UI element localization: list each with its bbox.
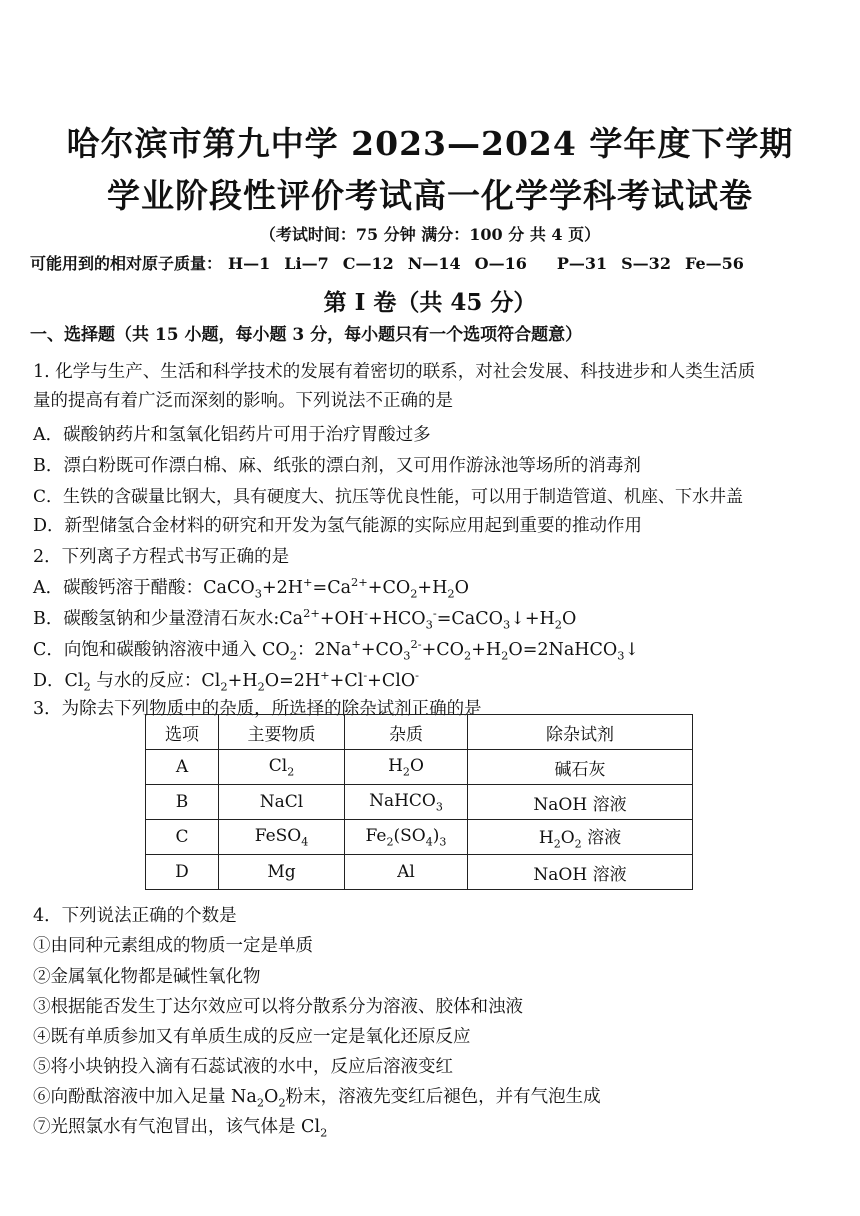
q1-option-d: D．新型储氢合金材料的研究和开发为氢气能源的实际应用起到重要的推动作用 [33, 516, 643, 536]
q1-option-c: C．生铁的含碳量比钢大，具有硬度大、抗压等优良性能，可以用于制造管道、机座、下水井盖 [33, 487, 744, 507]
atomic-mass-item: N—14 [407, 254, 461, 273]
eq-part: +H [471, 640, 502, 660]
atomic-mass-label: 可能用到的相对原子质量： [30, 254, 223, 273]
table-cell: C [146, 820, 219, 855]
superscript: - [363, 668, 368, 683]
subscript: 2 [386, 835, 394, 849]
exam-title-line2: 学业阶段性评价考试高一化学学科考试试卷 [107, 176, 753, 215]
item-text: ⑥向酚酞溶液中加入足量 Na [33, 1087, 257, 1107]
table-row [146, 820, 693, 855]
formula: Fe [365, 825, 387, 846]
atomic-mass-item: Fe—56 [684, 254, 744, 273]
subscript: 2 [83, 679, 91, 694]
formula: O [560, 828, 575, 849]
atomic-mass-item: P—31 [556, 254, 608, 273]
subscript: 2 [447, 586, 455, 601]
subscript: 4 [301, 835, 309, 849]
table-cell: 碱石灰 [468, 750, 693, 785]
q4-item-4: ④既有单质参加又有单质生成的反应一定是氧化还原反应 [33, 1027, 471, 1047]
superscript: - [432, 606, 437, 621]
table-cell [219, 820, 345, 855]
subscript: 2 [257, 679, 265, 694]
subscript: 2 [320, 1125, 328, 1140]
q4-item-7 [33, 1113, 327, 1140]
q1-stem-line2: 量的提高有着广泛而深刻的影响。下列说法不正确的是 [33, 391, 453, 411]
subscript: 3 [435, 800, 443, 814]
q2c-text: C．向饱和碳酸钠溶液中通入 CO [33, 640, 290, 660]
q4-item-1: ①由同种元素组成的物质一定是单质 [33, 936, 313, 956]
superscript: 2+ [303, 606, 320, 621]
volume-title: 第 I 卷（共 45 分） [323, 289, 537, 316]
q4-item-2: ②金属氧化物都是碱性氧化物 [33, 967, 261, 987]
superscript: + [351, 637, 361, 652]
table-cell: Al [345, 855, 468, 890]
subscript: 2 [289, 648, 297, 663]
table-cell: NaOH 溶液 [468, 785, 693, 820]
table-header-row [146, 715, 693, 750]
subscript: 2 [402, 765, 410, 779]
q1-option-a: A．碳酸钠药片和氢氧化铝药片可用于治疗胃酸过多 [33, 425, 431, 445]
subscript: 3 [439, 835, 447, 849]
superscript: 2- [410, 637, 422, 652]
subscript: 2 [463, 648, 472, 663]
table-row [146, 750, 693, 785]
atomic-mass-item: O—16 [474, 254, 527, 273]
q2-option-b [33, 605, 576, 632]
subscript: 3 [403, 648, 411, 663]
formula: Cl [268, 755, 288, 776]
subscript: 2 [220, 679, 228, 694]
superscript: - [415, 668, 420, 683]
table-header-cell: 主要物质 [219, 715, 345, 750]
formula: O [409, 755, 424, 776]
superscript: + [320, 668, 330, 683]
subscript: 2 [287, 765, 295, 779]
q4-item-3: ③根据能否发生丁达尔效应可以将分散系分为溶液、胶体和浊液 [33, 997, 523, 1017]
item-text: O [264, 1087, 279, 1107]
eq-part: +CO [421, 640, 464, 660]
table-row [146, 785, 693, 820]
subscript: 2 [554, 617, 563, 632]
q2a-text: A．碳酸钙溶于醋酸：CaCO [33, 578, 255, 598]
atomic-mass-item: H—1 [228, 254, 271, 273]
atomic-mass-line [30, 251, 758, 274]
q1-option-b: B．漂白粉既可作漂白棉、麻、纸张的漂白剂，又可用作游泳池等场所的消毒剂 [33, 456, 641, 476]
eq-part: 与水的反应：Cl [90, 671, 221, 691]
table-cell [345, 785, 468, 820]
q2-option-c [33, 636, 639, 663]
table-cell: A [146, 750, 219, 785]
table-cell: D [146, 855, 219, 890]
table-header-cell: 选项 [146, 715, 219, 750]
atomic-mass-item: S—32 [621, 254, 671, 273]
subscript: 2 [553, 837, 561, 851]
eq-part: ↓ [624, 640, 640, 660]
eq-part: O=2H [264, 671, 321, 691]
q4-stem: 4．下列说法正确的个数是 [33, 906, 237, 926]
eq-part: +CO [367, 578, 411, 598]
q2d-text: D．Cl [33, 671, 84, 691]
item-text: 粉末，溶液先变红后褪色，并有气泡生成 [285, 1087, 601, 1107]
formula: 溶液 [581, 828, 622, 849]
exam-info: （考试时间：75 分钟 满分：100 分 共 4 页） [259, 225, 601, 244]
table-header-cell: 杂质 [345, 715, 468, 750]
eq-part: +Cl [329, 671, 364, 691]
q4-item-6 [33, 1083, 601, 1110]
section-title: 一、选择题（共 15 小题，每小题 3 分，每小题只有一个选项符合题意） [30, 325, 583, 345]
eq-part: =Ca [312, 578, 352, 598]
formula: (SO [393, 825, 426, 846]
table-cell [345, 750, 468, 785]
subscript: 3 [502, 617, 511, 632]
subscript: 2 [501, 648, 509, 663]
subscript: 2 [574, 837, 582, 851]
table-header-cell: 除杂试剂 [468, 715, 693, 750]
q2-option-d [33, 667, 419, 694]
eq-part: +2H [261, 578, 303, 598]
eq-part: ↓+H [510, 609, 555, 629]
item-text: ⑦光照氯水有气泡冒出，该气体是 Cl [33, 1117, 321, 1137]
eq-part: O [454, 578, 469, 598]
q4-item-5: ⑤将小块钠投入滴有石蕊试液的水中，反应后溶液变红 [33, 1057, 453, 1077]
table-row [146, 855, 693, 890]
eq-part: +H [227, 671, 258, 691]
subscript: 3 [617, 648, 625, 663]
eq-part: +OH [319, 609, 365, 629]
table-cell: NaCl [219, 785, 345, 820]
eq-part: +HCO [367, 609, 426, 629]
exam-title-line1: 哈尔滨市第九中学 2023—2024 学年度下学期 [66, 124, 794, 163]
superscript: + [303, 575, 313, 590]
table-cell: Mg [219, 855, 345, 890]
eq-part: +CO [360, 640, 404, 660]
subscript: 2 [410, 586, 418, 601]
table-cell [345, 820, 468, 855]
q3-stem: 3．为除去下列物质中的杂质，所选择的除杂试剂正确的是 [33, 699, 482, 719]
subscript: 3 [254, 586, 262, 601]
eq-part: +ClO [367, 671, 416, 691]
reagent-table [145, 714, 693, 890]
table-cell [468, 820, 693, 855]
eq-part: O=2NaHCO [508, 640, 618, 660]
q2-stem: 2．下列离子方程式书写正确的是 [33, 547, 290, 567]
q1-stem-line1: 1. 化学与生产、生活和科学技术的发展有着密切的联系，对社会发展、科技进步和人类生活质 [33, 362, 756, 382]
eq-part: O [562, 609, 577, 629]
eq-part: =CaCO [436, 609, 503, 629]
eq-part: +H [417, 578, 448, 598]
q2b-text: B．碳酸氢钠和少量澄清石灰水:Ca [33, 609, 304, 629]
subscript: 4 [425, 835, 433, 849]
formula: FeSO [254, 825, 302, 846]
eq-part: ：2Na [296, 640, 352, 660]
subscript: 2 [278, 1095, 286, 1110]
formula: ) [432, 825, 440, 846]
superscript: 2+ [351, 575, 368, 590]
formula: NaHCO [369, 790, 436, 811]
q2-option-a [33, 574, 469, 601]
subscript: 2 [256, 1095, 265, 1110]
table-cell: NaOH 溶液 [468, 855, 693, 890]
formula: H [388, 755, 403, 776]
table-cell: B [146, 785, 219, 820]
atomic-mass-item: Li—7 [284, 254, 329, 273]
atomic-mass-item: C—12 [342, 254, 394, 273]
superscript: - [364, 606, 368, 621]
formula: H [538, 828, 554, 849]
table-cell [219, 750, 345, 785]
subscript: 3 [425, 617, 433, 632]
